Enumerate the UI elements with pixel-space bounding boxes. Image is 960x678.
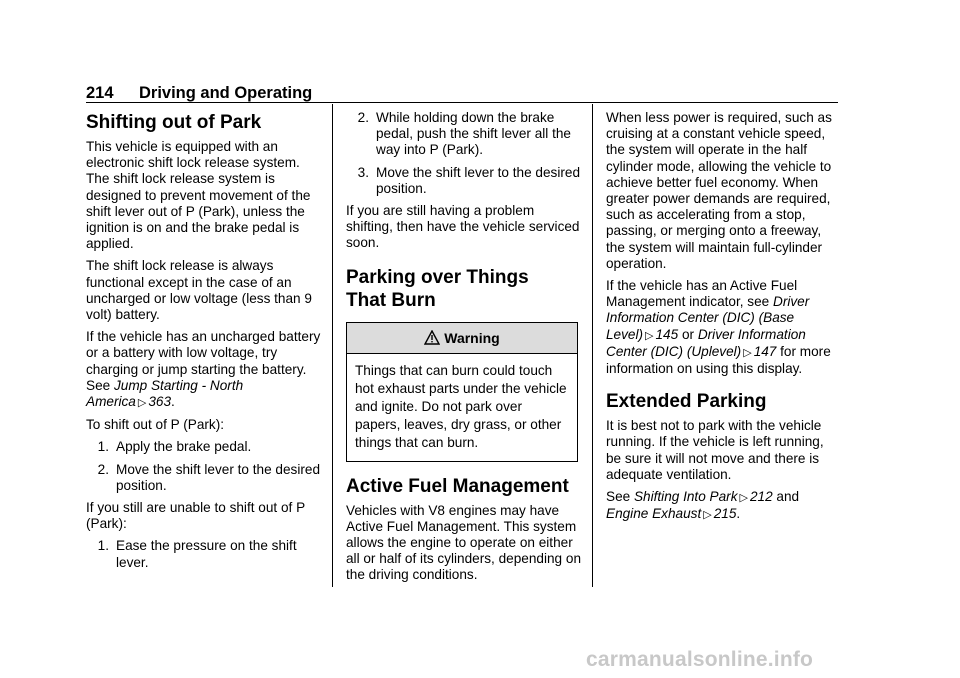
- warning-title: Warning: [444, 329, 500, 346]
- column-2: [346, 110, 584, 590]
- page-reference-icon: ▷: [743, 346, 752, 359]
- page-reference-icon: ▷: [645, 329, 654, 342]
- reference-link-shifting-into-park[interactable]: Shifting Into Park: [633, 489, 738, 505]
- page-reference-icon: ▷: [739, 492, 748, 505]
- list-item: 2. While holding down the brake pedal, push the shift lever all the way into P (Park).: [357, 110, 571, 158]
- paragraph: It is best not to park with the vehicle running. If the vehicle is left running, be sure it will not move and there is adequate ventilation.: [606, 418, 824, 482]
- watermark: carmanualsonline.info: [586, 648, 814, 671]
- reference-link-dic-base[interactable]: Driver Information Center (DIC) (Base Level): [606, 294, 810, 342]
- list-item: 1. Ease the pressure on the shift lever.: [97, 538, 297, 570]
- warning-header: [347, 323, 577, 354]
- reference-link-engine-exhaust[interactable]: Engine Exhaust: [606, 506, 702, 522]
- page-ref[interactable]: 145: [655, 326, 679, 342]
- paragraph: If the vehicle has an uncharged battery or a battery with low voltage, try charging or jump starting the battery. See Jump Starting - North America ▷ 363.: [86, 329, 321, 410]
- paragraph: This vehicle is equipped with an electronic shift lock release system. The shift lock release system is designed to prevent movement of the shift lever out of P (Park), unless the ignition is on and the brake pedal is applied.: [86, 139, 311, 252]
- paragraph: If you still are unable to shift out of P (Park):: [86, 500, 305, 532]
- column-1: [86, 106, 322, 577]
- page-reference-icon: ▷: [703, 509, 712, 522]
- page-reference-icon: ▷: [137, 397, 147, 410]
- paragraph: See Shifting Into Park ▷ 212 and Engine Exhaust ▷ 215.: [606, 489, 800, 522]
- reference-link-dic-uplevel[interactable]: Driver Information Center (DIC) (Uplevel): [606, 326, 806, 359]
- heading-shifting-out-of-park: Shifting out of Park: [86, 112, 262, 133]
- reference-link-jump-starting[interactable]: Jump Starting - North America: [86, 377, 244, 410]
- paragraph: To shift out of P (Park):: [86, 417, 225, 433]
- paragraph: If you are still having a problem shifting, then have the vehicle serviced soon.: [346, 203, 580, 251]
- paragraph: When less power is required, such as cruising at a constant vehicle speed, the system will operate in the half cylinder mode, allowing the vehicle to achieve better fuel economy. When greater power demands are required, such as accelerating from a stop, passing, or merging onto a freeway, the system will maintain full-cylinder operation.: [606, 110, 832, 271]
- heading-parking-over-things: Parking over Things That Burn: [346, 266, 529, 311]
- paragraph: Vehicles with V8 engines may have Active Fuel Management. This system allows the engine to operate on either all or half of its cylinders, depending on the driving conditions.: [346, 502, 582, 583]
- list-item: 2. Move the shift lever to the desired position.: [97, 461, 321, 493]
- warning-triangle-icon: [424, 330, 440, 345]
- page-ref[interactable]: 215: [713, 506, 737, 522]
- page-header: [86, 83, 312, 103]
- section-title: Driving and Operating: [139, 84, 313, 102]
- page-ref[interactable]: 147: [753, 343, 777, 359]
- paragraph: The shift lock release is always functional except in the case of an uncharged or low voltage (less than 9 volt) battery.: [86, 258, 312, 323]
- header-rule: [86, 102, 838, 103]
- column-divider-1: [332, 104, 333, 587]
- column-3: [606, 110, 842, 529]
- paragraph: If the vehicle has an Active Fuel Management indicator, see Driver Information Center (DIC) (Base Level) ▷ 145 or Driver Information Center (DIC) (Uplevel) ▷ 147 for more information on using this display.: [606, 278, 831, 377]
- column-divider-2: [592, 104, 593, 587]
- list-item: 3. Move the shift lever to the desired position.: [357, 164, 581, 196]
- warning-text: Things that can burn could touch hot exhaust parts under the vehicle and ignite. Do not park over papers, leaves, dry grass, or other things that can burn.: [355, 362, 567, 450]
- list-item: 1. Apply the brake pedal.: [97, 439, 252, 455]
- warning-box: [346, 322, 578, 462]
- page-ref[interactable]: 212: [749, 489, 773, 505]
- heading-active-fuel-management: Active Fuel Management: [346, 475, 569, 497]
- heading-extended-parking: Extended Parking: [606, 391, 767, 413]
- page-number: 214: [86, 84, 114, 102]
- page-ref[interactable]: 363: [148, 394, 172, 410]
